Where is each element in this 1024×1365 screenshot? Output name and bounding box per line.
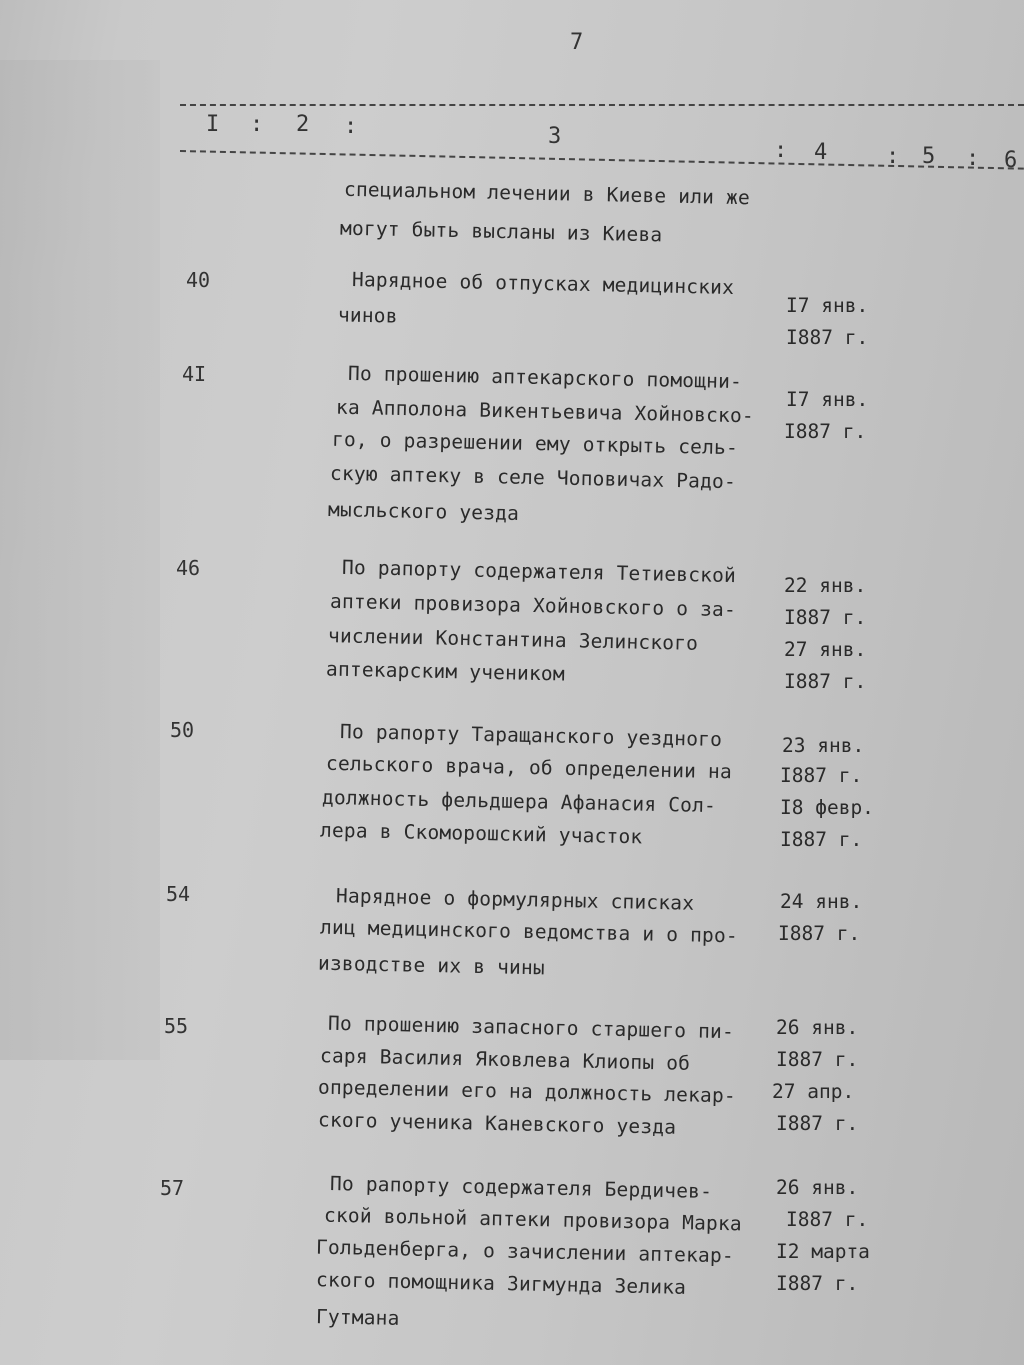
column-header-3: 3 [548,124,562,149]
column-separator: : [886,144,900,169]
entry-text-line: Нарядное о формулярных списках [335,884,695,915]
page-number: 7 [570,30,584,55]
entry-text-line: саря Василия Яковлева Клиопы об [319,1044,691,1075]
entry-date: I887 г. [776,1112,859,1135]
entry-text-line: должность фельдшера Афанасия Сол- [321,785,717,818]
column-header-2: 2 [296,112,310,137]
entry-number: 46 [176,556,201,580]
entry-date: I8 февр. [780,796,874,819]
entry-number: 54 [166,882,191,906]
entry-text-line: ка Апполона Викентьевича Хойновско- [335,395,755,428]
entry-text-line: лера в Скоморошский участок [319,818,643,849]
column-separator: : [344,114,358,139]
column-header-5: 5 [922,144,936,169]
entry-number: 55 [164,1014,189,1038]
entry-date: I887 г. [786,1208,869,1231]
entry-date: 24 янв. [780,890,863,913]
entry-text-line: сельского врача, об определении на [325,751,733,784]
entry-date: I887 г. [784,420,867,443]
entry-text-line: аптекарским учеником [325,657,566,686]
entry-text-line: определении его на должность лекар- [317,1075,737,1108]
entry-text-line: чинов [337,303,398,328]
entry-text-line: скую аптеку в селе Чоповичах Радо- [329,461,737,494]
entry-date: I7 янв. [786,388,869,411]
column-header-1: I [206,112,220,137]
entry-text-line: лиц медицинского ведомства и о про- [319,915,739,948]
column-separator: : [250,112,264,137]
column-separator: : [774,138,788,163]
header-rule-top [180,104,1024,106]
entry-text-line: изводстве их в чины [317,951,546,980]
underlying-sheet [0,60,160,1060]
entry-date: 27 апр. [772,1080,855,1103]
entry-date: I7 янв. [786,294,869,317]
column-header-6: 6 [1004,148,1018,173]
entry-date: I887 г. [784,606,867,629]
entry-date: 27 янв. [784,638,867,661]
entry-date: I887 г. [780,828,863,851]
entry-text-line: Гутмана [315,1305,400,1330]
column-header-4: 4 [814,140,828,165]
entry-text-line: По рапорту содержателя Тетиевской [341,555,737,588]
entry-number: 4I [182,362,207,386]
entry-date: 26 янв. [776,1016,859,1039]
entry-text-line: Нарядное об отпусках медицинских [351,268,735,299]
entry-date: I887 г. [776,1272,859,1295]
entry-date: I887 г. [784,670,867,693]
entry-date: I887 г. [780,764,863,787]
continuation-line: специальном лечении в Киеве или же [343,177,751,210]
entry-text-line: го, о разрешении ему открыть сель- [331,427,739,460]
column-separator: : [966,146,980,171]
entry-number: 57 [160,1176,185,1200]
entry-date: 26 янв. [776,1176,859,1199]
continuation-line: могут быть высланы из Киева [339,216,663,247]
entry-text-line: ской вольной аптеки провизора Марка [323,1203,743,1236]
entry-text-line: По прошению аптекарского помощни- [347,361,743,394]
entry-text-line: Гольденберга, о зачислении аптекар- [315,1235,735,1268]
entry-text-line: ского помощника Зигмунда Зелика [315,1268,687,1299]
entry-date: I887 г. [776,1048,859,1071]
entry-text-line: ского ученика Каневского уезда [317,1108,677,1139]
entry-text-line: аптеки провизора Хойновского о за- [329,589,737,622]
entry-date: I887 г. [786,326,869,349]
entry-date: 22 янв. [784,574,867,597]
entry-text-line: По рапорту Таращанского уездного [339,720,723,751]
entry-number: 50 [170,718,195,742]
entry-text-line: По прошению запасного старшего пи- [327,1011,735,1044]
entry-date: 23 янв. [782,734,865,757]
entry-number: 40 [186,268,211,292]
entry-date: I887 г. [778,922,861,945]
entry-date: I2 марта [776,1240,870,1263]
entry-text-line: По рапорту содержателя Бердичев- [329,1172,713,1203]
entry-text-line: числении Константина Зелинского [327,624,699,655]
entry-text-line: мысльского уезда [327,498,520,525]
